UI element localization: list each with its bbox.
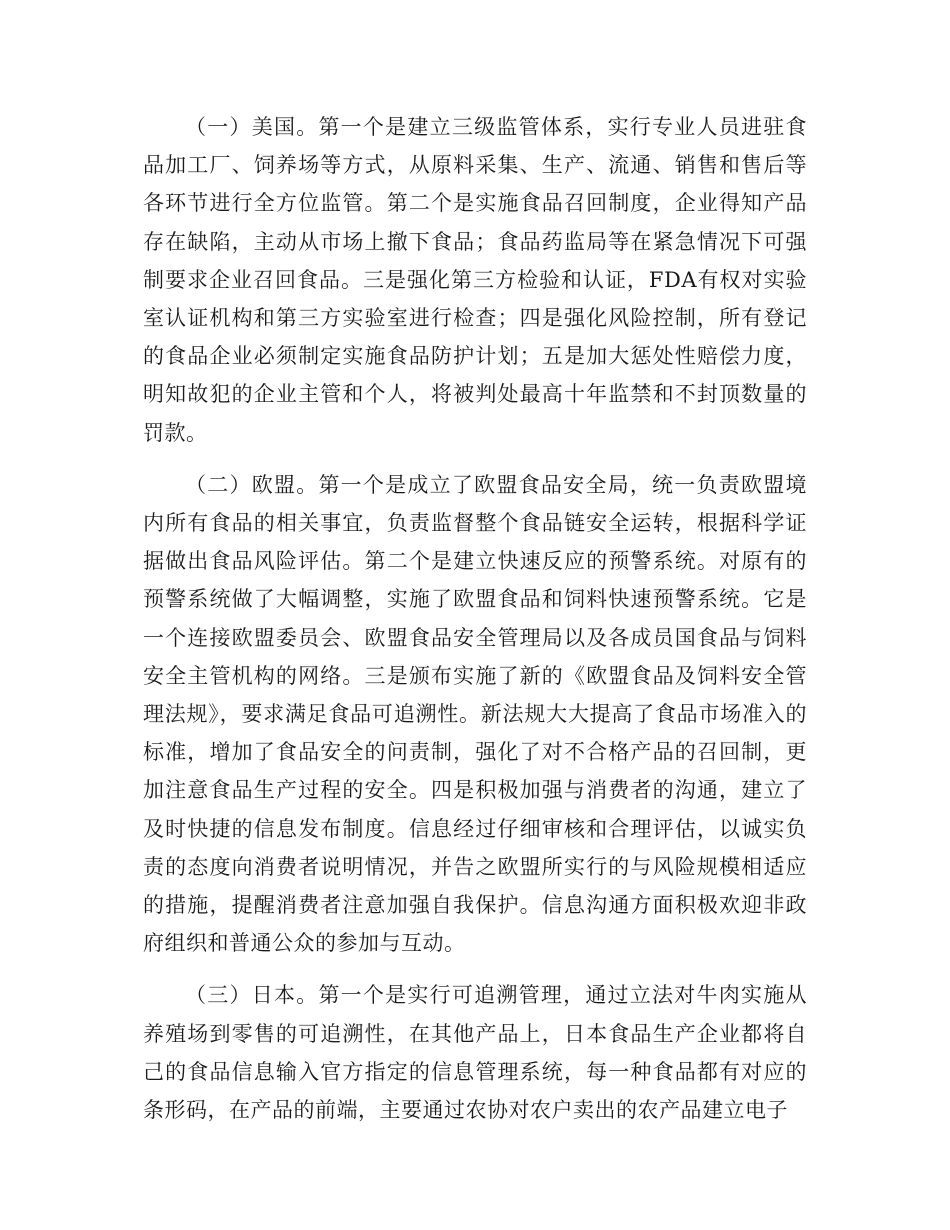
paragraph-japan: （三）日本。第一个是实行可追溯管理，通过立法对牛肉实施从养殖场到零售的可追溯性，在其他产品上，日本食品生产企业都将自己的食品信息输入官方指定的信息管理系统，每一种食品都有对应的条形码，在产品的前端，主要通过农协对农户卖出的农产品建立电子 — [143, 983, 807, 1123]
paragraph-eu: （二）欧盟。第一个是成立了欧盟食品安全局，统一负责欧盟境内所有食品的相关事宜，负责监督整个食品链安全运转，根据科学证据做出食品风险评估。第二个是建立快速反应的预警系统。对原有的预警系统做了大幅调整，实施了欧盟食品和饲料快速预警系统。它是一个连接欧盟委员会、欧盟食品安全管理局以及各成员国食品与饲料安全主管机构的网络。三是颁布实施了新的《欧盟食品及饲料安全管理法规》，要求满足食品可追溯性。新法规大大提高了食品市场准入的标准，增加了食品安全的问责制，强化了对不合格产品的召回制，更加注意食品生产过程的安全。四是积极加强与消费者的沟通，建立了及时快捷的信息发布制度。信息经过仔细审核和合理评估，以诚实负责的态度向消费者说明情况，并告之欧盟所实行的与风险规模相适应的措施，提醒消费者注意加强自我保护。信息沟通方面积极欢迎非政府组织和普通公众的参加与互动。 — [143, 472, 807, 956]
paragraph-usa: （一）美国。第一个是建立三级监管体系，实行专业人员进驻食品加工厂、饲养场等方式，从原料采集、生产、流通、销售和售后等各环节进行全方位监管。第二个是实施食品召回制度，企业得知产品存在缺陷，主动从市场上撤下食品；食品药监局等在紧急情况下可强制要求企业召回食品。三是强化第三方检验和认证，FDA有权对实验室认证机构和第三方实验室进行检查；四是强化风险控制，所有登记的食品企业必须制定实施食品防护计划；五是加大惩处性赔偿力度，明知故犯的企业主管和个人，将被判处最高十年监禁和不封顶数量的罚款。 — [143, 115, 807, 445]
document-body — [143, 108, 807, 1129]
